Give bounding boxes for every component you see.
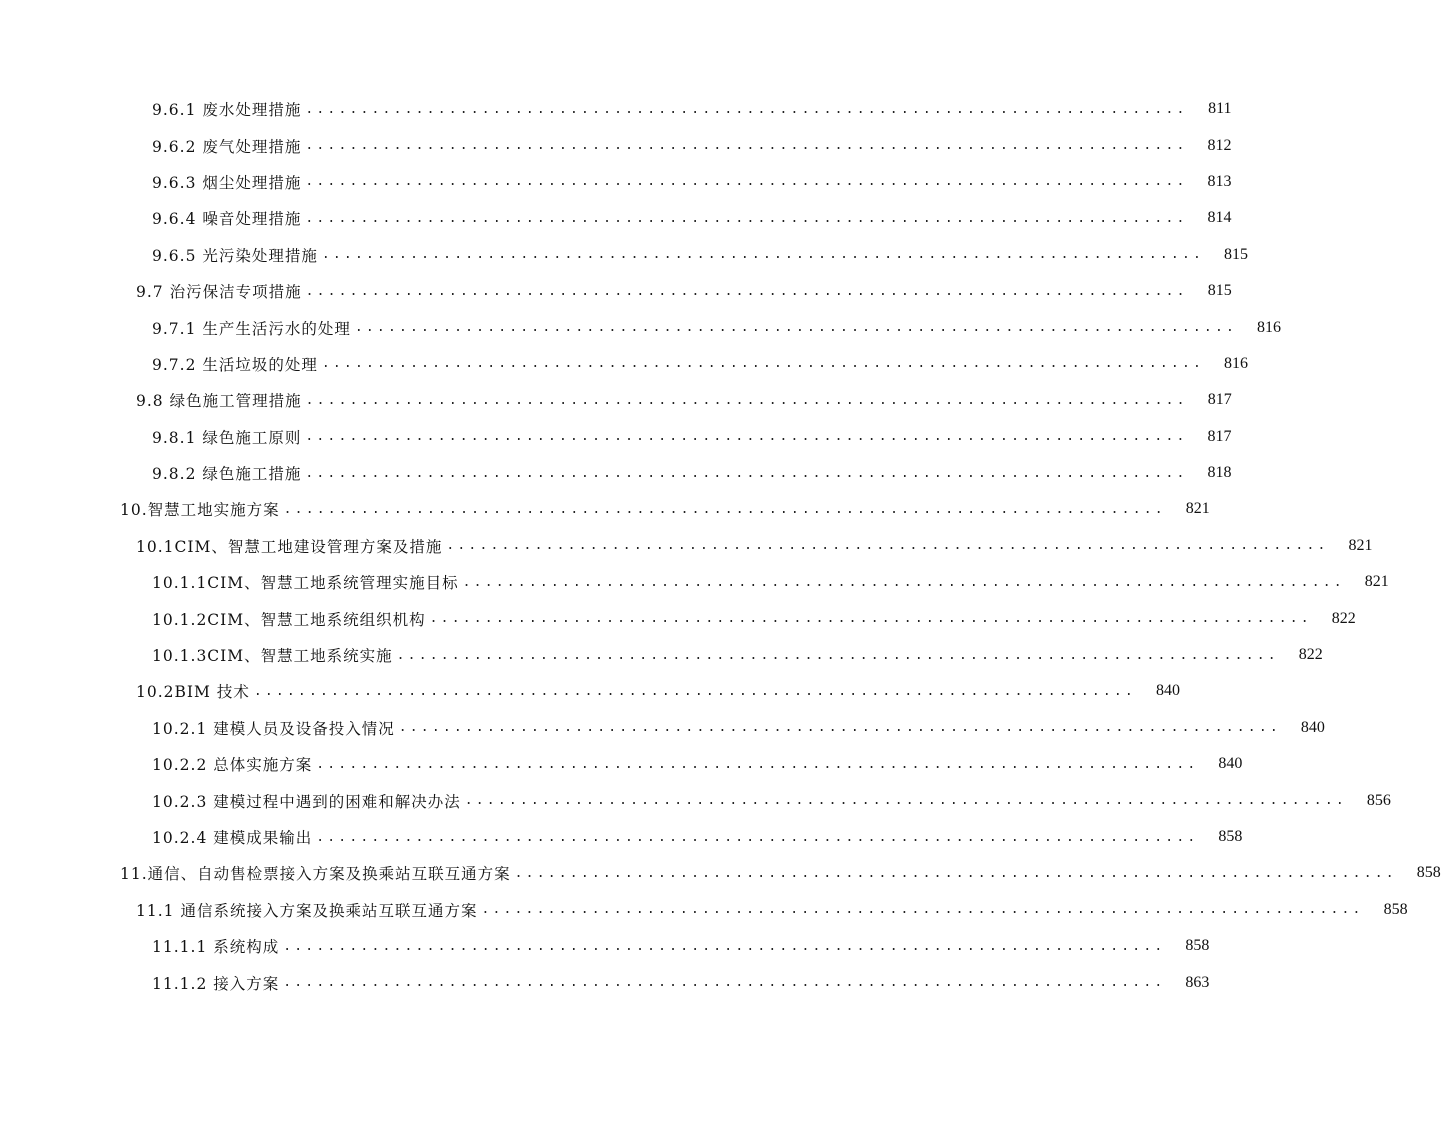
toc-page-number: 858 <box>1416 864 1441 882</box>
dot-leader: ................................................................................ <box>305 138 1188 154</box>
toc-page-number: 815 <box>1207 282 1232 300</box>
toc-entry-title: 10.2.2 总体实施方案 <box>152 753 316 775</box>
toc-entry[interactable] <box>0 564 1389 600</box>
toc-page-number: 840 <box>1155 682 1180 700</box>
toc-entry-title: 9.7.1 生产生活污水的处理 <box>152 317 355 339</box>
toc-entry[interactable] <box>0 491 1210 527</box>
toc-page-number: 840 <box>1300 718 1325 736</box>
toc-entry-title: 11.1.1 系统构成 <box>152 935 283 957</box>
toc-entry-title: 10.1CIM、智慧工地建设管理方案及措施 <box>136 535 446 557</box>
dot-leader: ................................................................................ <box>305 210 1188 226</box>
dot-leader: ................................................................................ <box>446 538 1329 554</box>
dot-leader: ................................................................................ <box>396 647 1279 663</box>
toc-entry[interactable] <box>0 346 1249 382</box>
toc-entry-title: 10.智慧工地实施方案 <box>120 498 284 520</box>
toc-entry[interactable] <box>0 237 1249 273</box>
toc-entry-title: 10.1.2CIM、智慧工地系统组织机构 <box>152 608 430 630</box>
toc-page-number: 856 <box>1366 791 1391 809</box>
toc-page-number: 814 <box>1207 209 1232 227</box>
dot-leader: ................................................................................ <box>462 574 1345 590</box>
toc-entry-title: 9.6.2 废气处理措施 <box>152 135 305 157</box>
dot-leader: ................................................................................ <box>283 501 1166 517</box>
dot-leader: ................................................................................ <box>283 975 1166 991</box>
toc-entry[interactable] <box>0 309 1282 345</box>
toc-entry-title: 11.通信、自动售检票接入方案及换乘站互联互通方案 <box>120 862 515 884</box>
toc-entry-title: 9.7 治污保洁专项措施 <box>136 280 306 302</box>
toc-entry[interactable] <box>0 455 1232 491</box>
dot-leader: ................................................................................ <box>398 720 1281 736</box>
toc-entry-title: 9.6.1 废水处理措施 <box>152 98 305 120</box>
toc-entry-title: 9.8.1 绿色施工原则 <box>152 426 305 448</box>
toc-entry[interactable] <box>0 273 1232 309</box>
toc-entry[interactable] <box>0 600 1356 636</box>
toc-entry[interactable] <box>0 164 1232 200</box>
dot-leader: ................................................................................ <box>321 247 1205 263</box>
toc-entry[interactable] <box>0 637 1323 673</box>
toc-page-number: 815 <box>1224 245 1249 263</box>
dot-leader: ................................................................................ <box>305 174 1188 190</box>
toc-entry[interactable] <box>0 528 1373 564</box>
toc-page-number: 811 <box>1208 100 1232 118</box>
toc-entry[interactable] <box>0 892 1408 928</box>
dot-leader: ................................................................................ <box>305 465 1188 481</box>
toc-entry[interactable] <box>0 419 1232 455</box>
toc-entry[interactable] <box>0 964 1210 1000</box>
toc-entry-title: 9.6.3 烟尘处理措施 <box>152 171 305 193</box>
table-of-contents <box>0 91 1441 1001</box>
dot-leader: ................................................................................ <box>321 356 1205 372</box>
toc-page-number: 858 <box>1218 828 1243 845</box>
dot-leader: ................................................................................ <box>429 611 1312 627</box>
toc-entry-title: 9.6.5 光污染处理措施 <box>152 244 322 266</box>
toc-page-number: 818 <box>1207 464 1232 482</box>
toc-page-number: 822 <box>1331 609 1356 627</box>
toc-page-number: 817 <box>1207 427 1232 445</box>
dot-leader: ................................................................................ <box>316 829 1199 845</box>
toc-page-number: 863 <box>1185 973 1210 991</box>
toc-entry-title: 9.8.2 绿色施工措施 <box>152 462 305 484</box>
toc-entry[interactable] <box>0 710 1325 746</box>
toc-page-number: 840 <box>1218 755 1243 773</box>
dot-leader: ................................................................................ <box>481 902 1364 918</box>
toc-entry[interactable] <box>0 746 1243 782</box>
toc-entry-title: 9.7.2 生活垃圾的处理 <box>152 353 322 375</box>
dot-leader: ................................................................................ <box>253 683 1136 699</box>
toc-entry[interactable] <box>0 382 1232 418</box>
toc-entry-title: 10.2.1 建模人员及设备投入情况 <box>152 717 399 739</box>
dot-leader: ................................................................................ <box>354 320 1238 336</box>
dot-leader: ................................................................................ <box>305 392 1188 408</box>
toc-entry[interactable] <box>0 782 1391 818</box>
toc-page-number: 821 <box>1185 500 1210 518</box>
toc-page-number: 858 <box>1185 937 1210 955</box>
toc-page-number: 821 <box>1348 536 1373 554</box>
toc-page-number: 821 <box>1364 573 1389 591</box>
dot-leader: ................................................................................ <box>514 865 1397 881</box>
toc-entry[interactable] <box>0 819 1243 855</box>
toc-page-number: 822 <box>1298 646 1323 664</box>
dot-leader: ................................................................................ <box>305 283 1188 299</box>
dot-leader: ................................................................................ <box>464 793 1347 809</box>
toc-entry[interactable] <box>0 200 1232 236</box>
toc-entry[interactable] <box>0 673 1180 709</box>
toc-page-number: 812 <box>1207 136 1232 154</box>
toc-entry[interactable] <box>0 91 1232 127</box>
dot-leader: ................................................................................ <box>316 756 1199 772</box>
dot-leader: ................................................................................ <box>305 429 1188 445</box>
toc-page-number: 813 <box>1207 172 1232 190</box>
toc-entry-title: 11.1.2 接入方案 <box>152 972 283 994</box>
toc-entry-title: 10.1.1CIM、智慧工地系统管理实施目标 <box>152 571 463 593</box>
dot-leader: ................................................................................ <box>283 938 1166 954</box>
toc-page-number: 816 <box>1257 318 1282 336</box>
toc-page-number: 858 <box>1383 900 1408 918</box>
toc-entry[interactable] <box>0 127 1232 163</box>
toc-page-number: 816 <box>1224 354 1249 372</box>
toc-entry-title: 10.2.3 建模过程中遇到的困难和解决办法 <box>152 790 465 812</box>
toc-entry-title: 10.1.3CIM、智慧工地系统实施 <box>152 644 397 666</box>
toc-entry-title: 9.6.4 噪音处理措施 <box>152 207 305 229</box>
toc-entry[interactable] <box>0 928 1210 964</box>
toc-entry-title: 10.2.4 建模成果输出 <box>152 826 316 848</box>
toc-entry-title: 10.2BIM 技术 <box>136 680 254 702</box>
toc-entry-title: 9.8 绿色施工管理措施 <box>136 389 306 411</box>
toc-entry[interactable] <box>0 855 1441 891</box>
toc-entry-title: 11.1 通信系统接入方案及换乘站互联互通方案 <box>136 899 481 921</box>
toc-page-number: 817 <box>1207 391 1232 409</box>
dot-leader: ................................................................................ <box>305 101 1188 117</box>
